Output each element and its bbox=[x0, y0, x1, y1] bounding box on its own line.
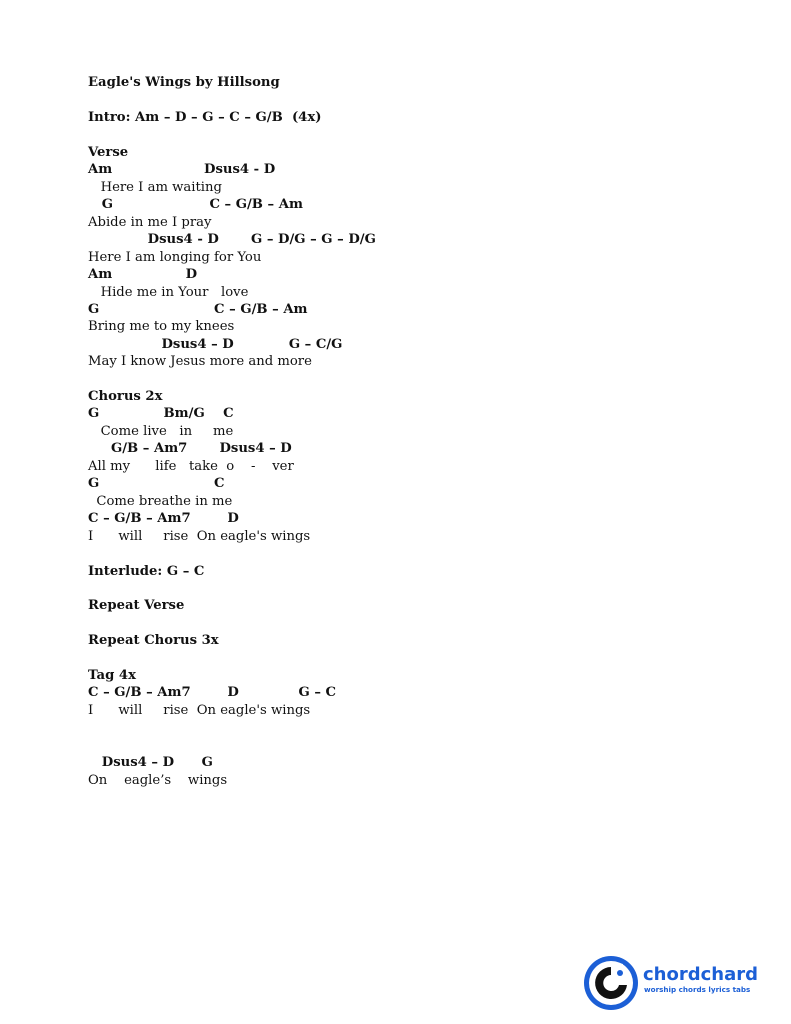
verse-heading: Verse bbox=[88, 145, 129, 160]
verse-lyric-line: Abide in me I pray bbox=[88, 215, 212, 230]
logo-wordmark: chordchard bbox=[643, 964, 759, 985]
tag-lyric-line: I will rise On eagle's wings bbox=[88, 703, 311, 718]
tag-heading: Tag 4x bbox=[88, 668, 136, 683]
chorus-chord-line: G/B – Am7 Dsus4 – D bbox=[88, 441, 292, 456]
verse-chord-line: Am Dsus4 - D bbox=[88, 162, 276, 177]
chorus-heading: Chorus 2x bbox=[88, 389, 163, 404]
chorus-lyric-line: Come breathe in me bbox=[88, 494, 233, 509]
repeat-verse-line: Repeat Verse bbox=[88, 598, 185, 613]
repeat-chorus-line: Repeat Chorus 3x bbox=[88, 633, 219, 648]
verse-chord-line: Am D bbox=[88, 267, 198, 282]
chorus-chord-line: G Bm/G C bbox=[88, 406, 234, 421]
verse-chord-line: G C – G/B – Am bbox=[88, 302, 308, 317]
intro-line: Intro: Am – D – G – C – G/B (4x) bbox=[88, 110, 322, 125]
verse-chord-line: Dsus4 - D G – D/G – G – D/G bbox=[88, 232, 376, 247]
chorus-chord-line: G C bbox=[88, 476, 225, 491]
song-title: Eagle's Wings by Hillsong bbox=[88, 75, 280, 90]
chordchard-logo bbox=[583, 955, 768, 1011]
interlude-line: Interlude: G – C bbox=[88, 564, 205, 579]
verse-lyric-line: May I know Jesus more and more bbox=[88, 354, 312, 369]
chordchard-logo-icon bbox=[583, 955, 639, 1011]
verse-lyric-line: Bring me to my knees bbox=[88, 319, 235, 334]
verse-lyric-line: Here I am longing for You bbox=[88, 250, 262, 265]
chorus-lyric-line: All my life take o - ver bbox=[88, 459, 294, 474]
verse-chord-line: Dsus4 – D G – C/G bbox=[88, 337, 343, 352]
verse-lyric-line: Hide me in Your love bbox=[88, 285, 249, 300]
verse-lyric-line: Here I am waiting bbox=[88, 180, 222, 195]
chorus-chord-line: C – G/B – Am7 D bbox=[88, 511, 239, 526]
ending-lyric-line: On eagle’s wings bbox=[88, 773, 228, 788]
verse-chord-line: G C – G/B – Am bbox=[88, 197, 303, 212]
logo-tagline: worship chords lyrics tabs bbox=[644, 985, 751, 994]
chorus-lyric-line: I will rise On eagle's wings bbox=[88, 529, 311, 544]
tag-chord-line: C – G/B – Am7 D G – C bbox=[88, 685, 337, 700]
ending-chord-line: Dsus4 – D G bbox=[88, 755, 213, 770]
chorus-lyric-line: Come live in me bbox=[88, 424, 234, 439]
